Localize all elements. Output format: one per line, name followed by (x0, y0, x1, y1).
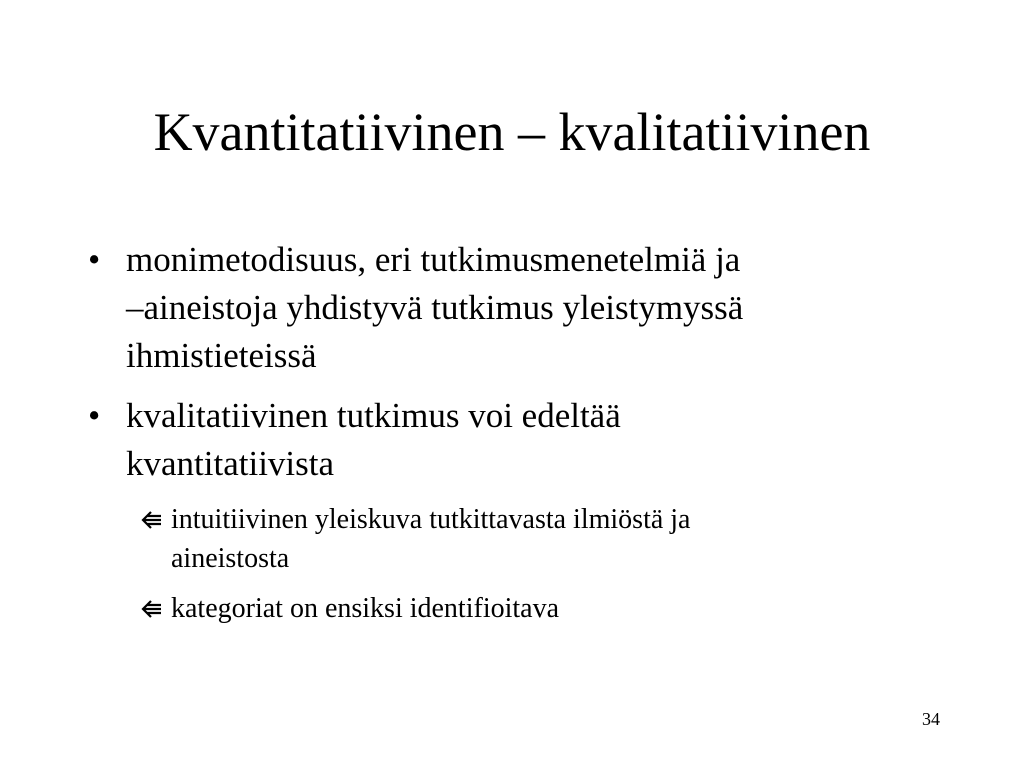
slide-title: Kvantitatiivinen – kvalitatiivinen (153, 102, 871, 162)
sub-bullet-item (141, 500, 956, 578)
bullet-marker: • (88, 240, 101, 279)
sub-bullet-line: aineistosta (171, 543, 290, 574)
bullet-list (86, 236, 956, 639)
arrow-left-icon (141, 500, 167, 530)
bullet-item (86, 392, 956, 488)
sub-bullet-line: kategoriat on ensiksi identifioitava (171, 593, 560, 624)
bullet-marker: • (88, 396, 101, 435)
bullet-item (86, 236, 956, 380)
bullet-line: monimetodisuus, eri tutkimusmenetelmiä ja (126, 240, 741, 279)
bullet-line: ihmistieteissä (126, 336, 317, 375)
sub-bullet-line: intuitiivinen yleiskuva tutkittavasta ilmiöstä ja (171, 504, 691, 535)
bullet-line: kvalitatiivinen tutkimus voi edeltää (126, 396, 621, 435)
bullet-line: –aineistoja yhdistyvä tutkimus yleistymyssä (126, 288, 744, 327)
page-number: 34 (922, 709, 940, 729)
arrow-left-icon (141, 589, 167, 619)
bullet-line: kvantitatiivista (126, 444, 335, 483)
sub-bullet-item (141, 589, 956, 628)
